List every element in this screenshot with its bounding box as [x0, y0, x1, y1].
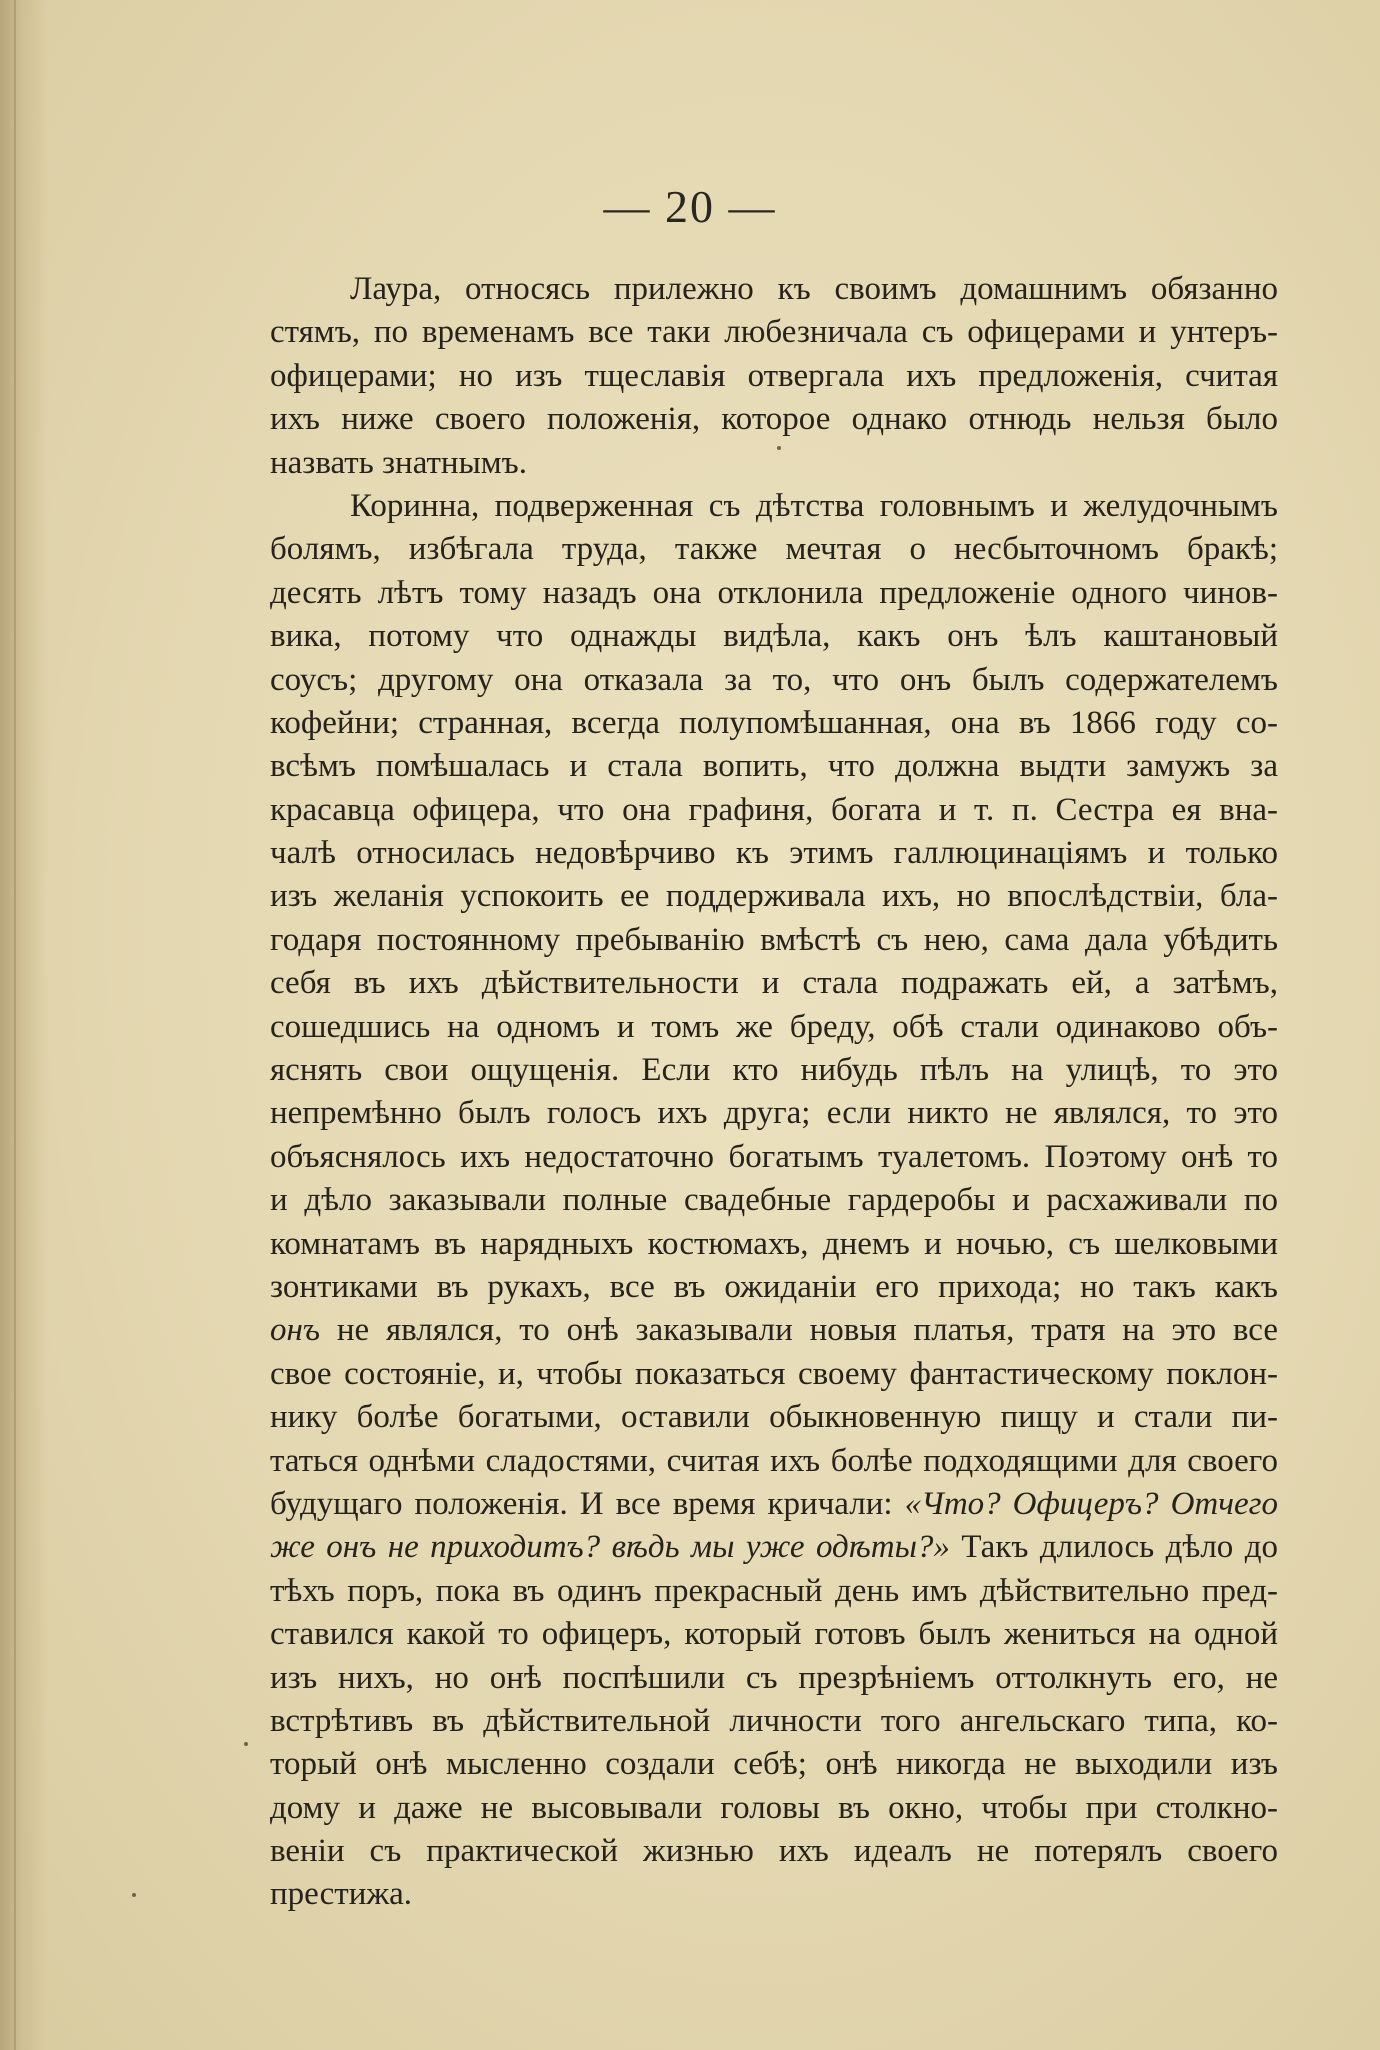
text-line: офицерами; но изъ тщеславія отвергала ихъ предложенія, считая: [270, 357, 1278, 394]
text-line: объяснялось ихъ недостаточно богатымъ туалетомъ. Поэтому онѣ то: [270, 1138, 1278, 1175]
text-line: Лаура, относясь прилежно къ своимъ домашнимъ обязанно: [350, 271, 1278, 307]
text-line: изъ нихъ, но онѣ поспѣшили съ презрѣніемъ оттолкнуть его, не: [270, 1659, 1278, 1696]
text-line: и дѣло заказывали полные свадебные гардеробы и расхаживали по: [270, 1182, 1278, 1219]
text-line: десять лѣтъ тому назадъ она отклонила предложеніе одного чинов-: [270, 574, 1278, 611]
text-line: комнатамъ въ нарядныхъ костюмахъ, днемъ и ночью, съ шелковыми: [270, 1225, 1278, 1262]
text-line: тѣхъ поръ, пока въ одинъ прекрасный день имъ дѣйствительно пред-: [270, 1572, 1278, 1609]
text-line: всѣмъ помѣшалась и стала вопить, что должна выдти замужъ за: [270, 748, 1278, 785]
text-line: встрѣтивъ въ дѣйствительной личности того ангельскаго типа, ко-: [270, 1702, 1278, 1739]
text-line: таться однѣми сладостями, считая ихъ болѣе подходящими для своего: [270, 1442, 1278, 1479]
text-line: кофейни; странная, всегда полупомѣшанная, она въ 1866 году со-: [270, 704, 1278, 741]
text-line: назвать знатнымъ.: [270, 444, 527, 481]
text-line: соусъ; другому она отказала за то, что онъ былъ содержателемъ: [270, 661, 1278, 698]
italic-text: «Что? Офицеръ? Отчего: [904, 1485, 1278, 1522]
text-line: Коринна, подверженная съ дѣтства головнымъ и желудочнымъ: [350, 487, 1278, 524]
page-number: — 20 —: [603, 181, 777, 232]
text-line: ставился какой то офицеръ, который готовъ былъ жениться на одной: [270, 1616, 1278, 1653]
text-line: онъ не являлся, то онѣ заказывали новыя платья, тратя на это все: [270, 1312, 1278, 1349]
text-line: красавца офицера, что она графиня, богата и т. п. Сестра ея вна-: [270, 791, 1278, 828]
text-line: ихъ ниже своего положенія, которое однако отнюдь нельзя было: [270, 401, 1278, 438]
body-text: [270, 268, 1278, 1917]
text-line: изъ желанія успокоить ее поддерживала ихъ, но впослѣдствіи, бла-: [270, 878, 1278, 915]
page-left-edge-shadow: [0, 0, 48, 2050]
ink-speck: [132, 1893, 136, 1897]
italic-text: же онъ не приходитъ? вѣдь мы уже одѣты?»: [270, 1529, 950, 1566]
text-line: непремѣнно былъ голосъ ихъ друга; если никто не являлся, то это: [270, 1095, 1278, 1132]
text-line: себя въ ихъ дѣйствительности и стала подражать ей, а затѣмъ,: [270, 965, 1278, 1002]
text-line: болямъ, избѣгала труда, также мечтая о несбыточномъ бракѣ;: [270, 531, 1278, 568]
page-binding-line: [14, 0, 16, 2050]
text-line: дому и даже не высовывали головы въ окно, чтобы при столкно-: [270, 1789, 1278, 1826]
text-line: нику болѣе богатыми, оставили обыкновенную пищу и стали пи-: [270, 1399, 1278, 1436]
text-line: годаря постоянному пребыванію вмѣстѣ съ нею, сама дала убѣдить: [270, 921, 1278, 958]
text-line: свое состояніе, и, чтобы показаться своему фантастическому поклон-: [270, 1355, 1278, 1392]
text-line: сошедшись на одномъ и томъ же бреду, обѣ стали одинаково объ-: [270, 1008, 1278, 1045]
text-line: зонтиками въ рукахъ, все въ ожиданіи его прихода; но такъ какъ: [270, 1268, 1278, 1305]
text-line: чалѣ относилась недовѣрчиво къ этимъ галлюцинаціямъ и только: [270, 835, 1278, 872]
text-line: стямъ, по временамъ все таки любезничала съ офицерами и унтеръ-: [270, 314, 1278, 351]
ink-speck: [244, 1742, 248, 1746]
italic-text: онъ: [270, 1312, 320, 1349]
text-line: веніи съ практической жизнью ихъ идеалъ не потерялъ своего: [270, 1833, 1278, 1870]
text-line: же онъ не приходитъ? вѣдь мы уже одѣты?» Такъ длилось дѣло до: [270, 1529, 1279, 1566]
text-line: яснять свои ощущенія. Если кто нибудь пѣлъ на улицѣ, то это: [270, 1052, 1278, 1089]
text-line: торый онѣ мысленно создали себѣ; онѣ никогда не выходили изъ: [270, 1746, 1278, 1783]
text-line: будущаго положенія. И все время кричали: «Что? Офицеръ? Отчего: [270, 1485, 1278, 1522]
ink-speck: [777, 446, 781, 450]
text-line: вика, потому что однажды видѣла, какъ онъ ѣлъ каштановый: [270, 618, 1278, 655]
text-line: престижа.: [270, 1876, 413, 1913]
